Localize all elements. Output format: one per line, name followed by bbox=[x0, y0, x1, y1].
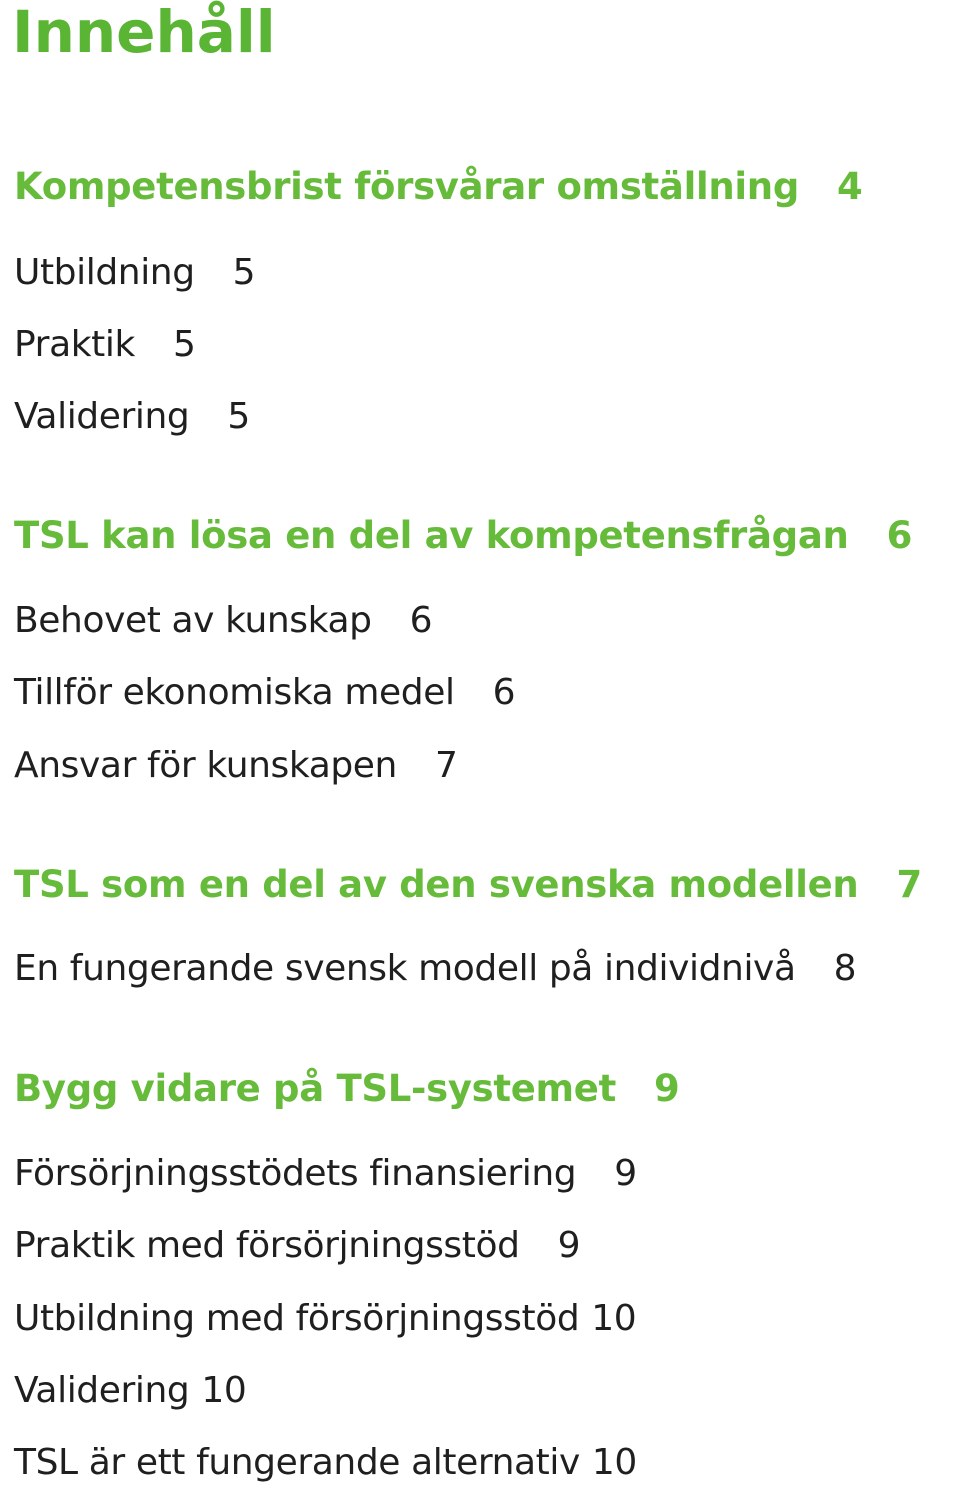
toc-entry-label: Validering bbox=[14, 1370, 190, 1411]
toc-entry-validering-2[interactable] bbox=[14, 1368, 246, 1414]
page-title: Innehåll bbox=[12, 0, 276, 66]
toc-entry-label: Validering bbox=[14, 396, 190, 437]
toc-entry-praktik[interactable] bbox=[14, 322, 195, 368]
toc-entry-label: TSL är ett fungerande alternativ bbox=[14, 1442, 580, 1483]
toc-entry-page: 7 bbox=[434, 745, 458, 786]
toc-entry-utbildning-med-forsorjningsstod[interactable] bbox=[14, 1296, 636, 1342]
toc-entry-page: 6 bbox=[409, 600, 433, 641]
toc-entry-bygg-vidare[interactable] bbox=[14, 1066, 679, 1112]
toc-entry-page: 5 bbox=[227, 396, 250, 437]
toc-entry-behovet-av-kunskap[interactable] bbox=[14, 598, 432, 644]
toc-entry-page: 6 bbox=[492, 672, 516, 713]
toc-entry-tillfor-ekonomiska-medel[interactable] bbox=[14, 670, 515, 716]
toc-entry-page: 10 bbox=[591, 1442, 637, 1483]
toc-entry-page: 10 bbox=[591, 1298, 637, 1339]
toc-entry-label: TSL kan lösa en del av kompetensfrågan bbox=[14, 514, 849, 557]
toc-entry-page: 5 bbox=[232, 252, 256, 293]
toc-entry-page: 4 bbox=[837, 165, 863, 208]
toc-entry-ansvar-for-kunskapen[interactable] bbox=[14, 743, 458, 789]
toc-entry-label: En fungerande svensk modell på individnivå bbox=[14, 948, 796, 989]
toc-entry-label: Praktik bbox=[14, 324, 135, 365]
toc-entry-page: 7 bbox=[896, 863, 922, 906]
toc-entry-page: 5 bbox=[172, 324, 196, 365]
toc-entry-page: 10 bbox=[201, 1370, 247, 1411]
toc-entry-tsl-kompetensfragan[interactable] bbox=[14, 513, 912, 559]
toc-entry-kompetensbrist[interactable] bbox=[14, 164, 862, 210]
toc-entry-page: 8 bbox=[833, 948, 857, 989]
toc-entry-praktik-med-forsorjningsstod[interactable] bbox=[14, 1223, 580, 1269]
toc-entry-fungerande-svensk-modell[interactable] bbox=[14, 946, 856, 992]
toc-entry-page: 9 bbox=[614, 1153, 637, 1194]
toc-entry-forsorjningsstodets-finansiering[interactable] bbox=[14, 1151, 637, 1197]
toc-entry-tsl-fungerande-alternativ[interactable] bbox=[14, 1440, 637, 1486]
toc-entry-label: Försörjningsstödets finansiering bbox=[14, 1153, 577, 1194]
toc-entry-label: Ansvar för kunskapen bbox=[14, 745, 397, 786]
toc-entry-label: TSL som en del av den svenska modellen bbox=[14, 863, 859, 906]
toc-entry-validering[interactable] bbox=[14, 394, 250, 440]
toc-entry-label: Kompetensbrist försvårar omställning bbox=[14, 165, 800, 208]
toc-entry-label: Utbildning bbox=[14, 252, 195, 293]
toc-entry-page: 9 bbox=[557, 1225, 581, 1266]
toc-entry-label: Tillför ekonomiska medel bbox=[14, 672, 455, 713]
toc-entry-label: Utbildning med försörjningsstöd bbox=[14, 1298, 580, 1339]
toc-entry-label: Behovet av kunskap bbox=[14, 600, 372, 641]
toc-entry-label: Bygg vidare på TSL-systemet bbox=[14, 1067, 616, 1110]
toc-entry-page: 9 bbox=[654, 1067, 680, 1110]
toc-entry-tsl-svenska-modellen[interactable] bbox=[14, 862, 922, 908]
toc-entry-utbildning[interactable] bbox=[14, 250, 255, 296]
toc-entry-page: 6 bbox=[886, 514, 913, 557]
toc-entry-label: Praktik med försörjningsstöd bbox=[14, 1225, 520, 1266]
